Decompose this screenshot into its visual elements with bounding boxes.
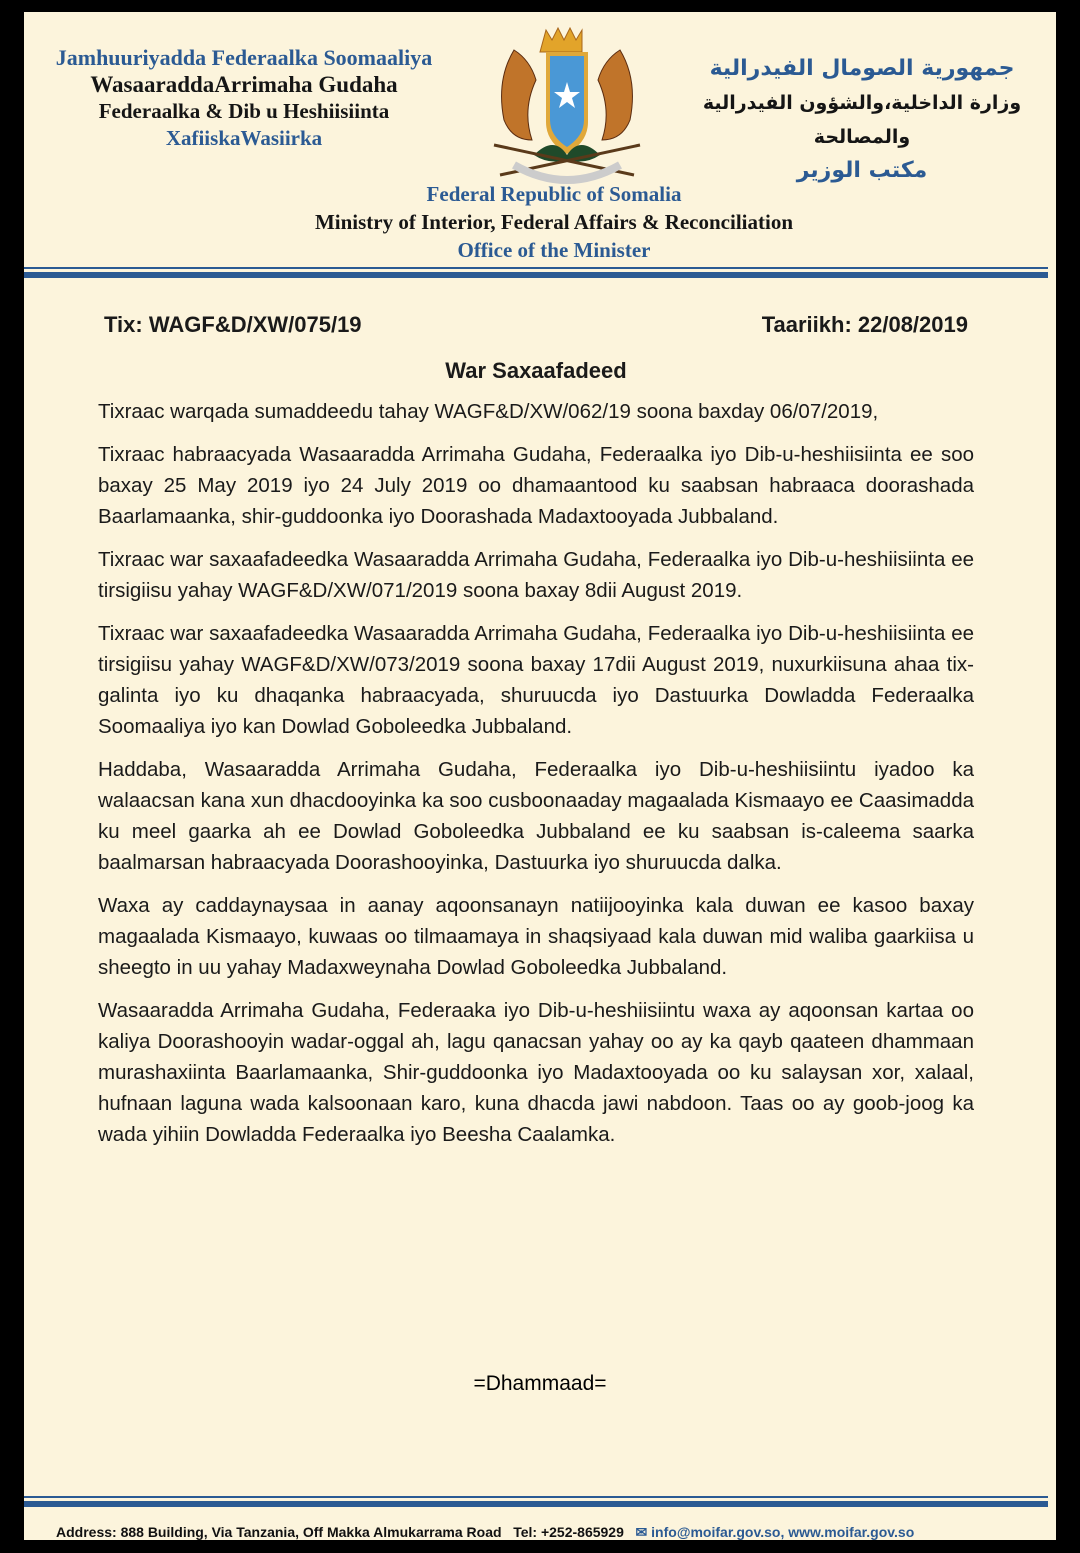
somali-header-line: XafiiskaWasiirka [165,126,323,150]
somali-header-line: Federaalka & Dib u Heshiisiinta [98,99,390,123]
header-divider-thin [24,267,1048,269]
paragraph: Wasaaradda Arrimaha Gudaha, Federaaka iyo Dib-u-heshiisiintu waxa ay aqoonsan kartaa oo kaliya Doorashooyin wadar-oggal ah, lagu qanacsan yahay oo ay ka qayb qaateen dhammaan murashaxiinta Baarlamaanka, Shir-guddoonka iyo Madaxtooyada oo ku salaysan xor, xalaal, hufnaan laguna wada kalsoonaan karo, kuna dhacda jawi nabdoon. Taas oo ay goob-joog ka wada yihiin Dowladda Federaalka iyo Beesha Caalamka. [98,999,974,1146]
footer-telephone: Tel: +252-865929 [513,1524,624,1540]
closing-mark: =Dhammaad= [473,1372,607,1395]
somali-header-line: WasaaraddaArrimaha Gudaha [90,72,398,97]
somali-header-line: Jamhuuriyadda Federaalka Soomaaliya [55,45,433,70]
english-header-line: Ministry of Interior, Federal Affairs & Reconciliation [314,210,794,234]
english-header [274,180,834,264]
envelope-icon: ✉ [635,1524,648,1540]
paragraph: Haddaba, Wasaaradda Arrimaha Gudaha, Federaalka iyo Dib-u-heshiisiintu iyadoo ka walaacsan kana xun dhacdooyinka ka soo cusboonaaday magaalada Kismaayo ee Caasimadda ku meel gaarka ah ee Dowlad Goboleedka Jubbaland ee ku saabsan is-caleema saarka baalmarsan habraacyada Doorashooyinka, Dastuurka iyo shuruucda dalka. [98,758,974,874]
paragraph: Waxa ay caddaynaysaa in aanay aqoonsanayn natiijooyinka kala duwan ee kasoo baxay magaalada Kismaayo, kuwaas oo tilmaamaya in shaqsiyaad kala duwan mid waliba gaarkiisa u sheegto in uu yahay Madaxweynaha Dowlad Goboleedka Jubbaland. [98,894,974,979]
paragraph: Tixraac habraacyada Wasaaradda Arrimaha Gudaha, Federaalka iyo Dib-u-heshiisiinta ee soo baxay 25 May 2019 iyo 24 July 2019 oo dhamaantood ku saabsan habraaca doorashada Baarlamaanka, shir-guddoonka iyo Doorashada Madaxtooyada Jubbaland. [98,443,974,528]
somalia-coat-of-arms-emblem [454,20,664,190]
letter-page [24,12,1056,1540]
footer-address: Address: 888 Building, Via Tanzania, Off Makka Almukarrama Road [56,1524,502,1540]
paragraph: Tixraac war saxaafadeedka Wasaaradda Arrimaha Gudaha, Federaalka iyo Dib-u-heshiisiinta ee tirsigiisu yahay WAGF&D/XW/073/2019 soona baxay 17dii August 2019, nuxurkiisuna ahaa tix-galinta iyo ku dhaqanka habraacyada, shuruucda iyo Dastuurka Dowladda Federaalka Soomaaliya iyo kan Dowlad Goboleedka Jubbaland. [98,622,974,738]
header-divider-thick [24,272,1048,278]
paragraph: Tixraac war saxaafadeedka Wasaaradda Arrimaha Gudaha, Federaalka iyo Dib-u-heshiisiinta ee tirsigiisu yahay WAGF&D/XW/071/2019 soona baxay 8dii August 2019. [98,548,974,602]
footer [56,1524,914,1541]
arabic-header-line: وزارة الداخلية،والشؤون الفيدرالية والمصالحة [702,92,1022,148]
arabic-header [672,52,1052,188]
reference-number: Tix: WAGF&D/XW/075/19 [104,312,362,337]
footer-divider-thin [24,1496,1048,1498]
english-header-line: Office of the Minister [457,238,651,262]
footer-divider-thick [24,1501,1048,1507]
letter-title: War Saxaafadeed [445,358,627,383]
arabic-header-line: مكتب الوزير [796,158,928,183]
letter-body [98,312,974,1150]
somali-header [24,44,464,152]
letter-date: Taariikh: 22/08/2019 [761,312,968,337]
arabic-header-line: جمهورية الصومال الفيدرالية [709,56,1015,81]
footer-contact: info@moifar.gov.so, www.moifar.gov.so [651,1524,915,1540]
paragraph: Tixraac warqada sumaddeedu tahay WAGF&D/XW/062/19 soona baxday 06/07/2019, [98,400,879,423]
english-header-line: Federal Republic of Somalia [426,182,682,206]
